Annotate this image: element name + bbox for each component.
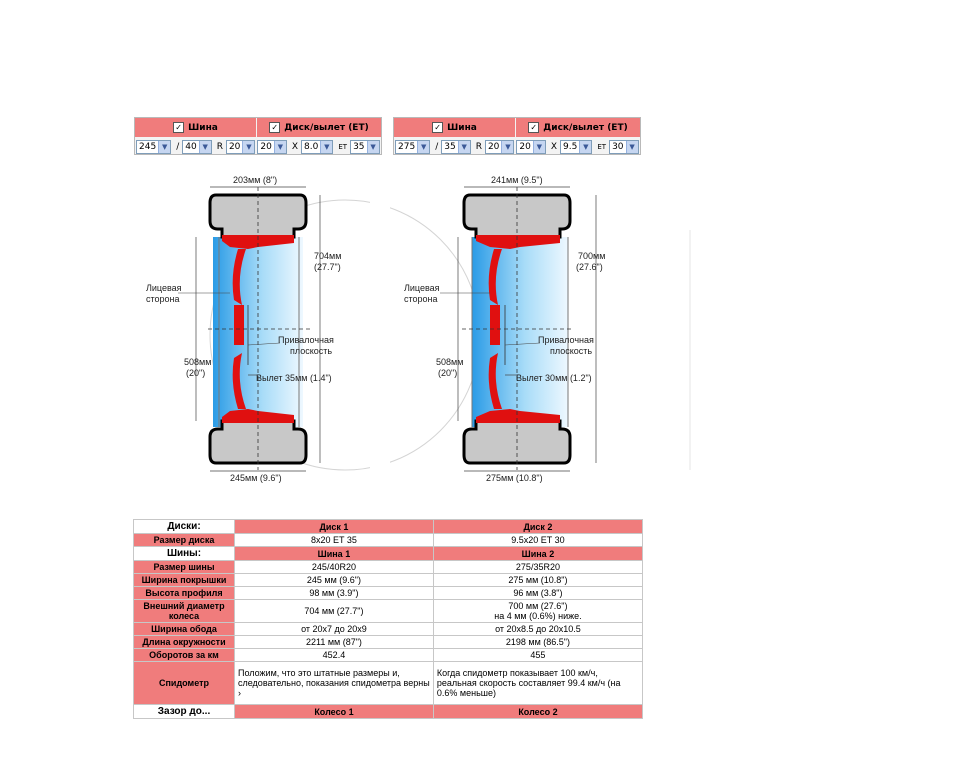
row-label: Размер диска (134, 534, 235, 547)
row-label: Оборотов за км (134, 649, 235, 662)
value-1: 704 мм (27.7") (235, 600, 434, 623)
tires-section-header: Шины: (134, 547, 235, 561)
disk-header-label: Диск/вылет (ET) (284, 122, 369, 133)
chevron-down-icon: ▼ (242, 141, 254, 153)
value-2: 275/35R20 (433, 561, 642, 574)
top-dimension: 203мм (8") (233, 175, 278, 185)
tire-diameter-select[interactable]: 20 ▼ (226, 140, 255, 154)
outer-diameter-in: (27.6") (576, 262, 603, 272)
outer-diameter-mm: 704мм (314, 251, 342, 261)
speedometer-value-2: Когда спидометр показывает 100 км/ч, реальная скорость составляет 99.4 км/ч (на 0.6% меньше) (433, 662, 642, 705)
face-side-label: Лицевая (404, 283, 440, 293)
value-2: 96 мм (3.8") (433, 587, 642, 600)
et-label: ET (597, 142, 607, 151)
face-side-label: Лицевая (146, 283, 182, 293)
row-label: Ширина покрышки (134, 574, 235, 587)
et-select[interactable]: 30 ▼ (609, 140, 638, 154)
chevron-down-icon: ▼ (274, 141, 286, 153)
disk1-header: Диск 1 (235, 520, 434, 534)
mounting-plane-label-2: плоскость (550, 346, 593, 356)
row-label: Ширина обода (134, 623, 235, 636)
rim-diameter-mm: 508мм (184, 357, 212, 367)
value-2-line-1: 700 мм (27.6") (508, 601, 568, 611)
chevron-down-icon: ▼ (417, 141, 429, 153)
disk-header-label: Диск/вылет (ET) (543, 122, 628, 133)
offset-label: Вылет 30мм (1.2") (516, 373, 592, 383)
gap-header-row (134, 705, 643, 719)
value-2-line-2: на 4 мм (0.6%) ниже. (494, 611, 582, 621)
value-2: 9.5x20 ET 30 (433, 534, 642, 547)
bottom-dimension: 275мм (10.8") (486, 473, 543, 483)
chevron-down-icon: ▼ (199, 141, 211, 153)
chevron-down-icon: ▼ (626, 141, 638, 153)
r-separator: R (475, 141, 482, 152)
disk2-header: Диск 2 (433, 520, 642, 534)
x-separator: X (550, 141, 558, 152)
disks-header-row (134, 520, 643, 534)
disks-section-header: Диски: (134, 520, 235, 534)
bottom-dimension: 245мм (9.6") (230, 473, 282, 483)
table-row (134, 600, 643, 623)
value-2: 275 мм (10.8") (433, 574, 642, 587)
disk-header (516, 118, 640, 137)
rim-width-select[interactable]: 9.5 ▼ (560, 140, 592, 154)
comparison-table (133, 519, 643, 719)
wheel1-header: Колесо 1 (235, 705, 434, 719)
table-row (134, 649, 643, 662)
params-row (136, 138, 380, 155)
wheel1-drawing (146, 175, 341, 483)
disk-diameter-select[interactable]: 20 ▼ (516, 140, 545, 154)
top-dimension: 241мм (9.5") (491, 175, 543, 185)
rim-width-select[interactable]: 8.0 ▼ (301, 140, 333, 154)
wheel2-params-panel (393, 117, 641, 155)
disk-diameter-select[interactable]: 20 ▼ (257, 140, 286, 154)
chevron-down-icon: ▼ (579, 141, 591, 153)
value-1: 245/40R20 (235, 561, 434, 574)
et-select[interactable]: 35 ▼ (350, 140, 379, 154)
chevron-down-icon: ▼ (367, 141, 379, 153)
disk-header (257, 118, 381, 137)
chevron-down-icon: ▼ (533, 141, 545, 153)
outer-diameter-in: (27.7") (314, 262, 341, 272)
tire-profile-select[interactable]: 35 ▼ (441, 140, 470, 154)
tire-checkbox[interactable]: ✓ (432, 122, 443, 133)
chevron-down-icon: ▼ (320, 141, 332, 153)
wheel2-header: Колесо 2 (433, 705, 642, 719)
gap-section-header: Зазор до... (134, 705, 235, 719)
slash-separator: / (176, 141, 180, 152)
params-row (395, 138, 639, 155)
rim-diameter-mm: 508мм (436, 357, 464, 367)
row-label: Внешний диаметр колеса (134, 600, 235, 623)
value-2 (433, 600, 642, 623)
slash-separator: / (435, 141, 439, 152)
outer-diameter-mm: 700мм (578, 251, 606, 261)
value-1: 245 мм (9.6") (235, 574, 434, 587)
table-row (134, 636, 643, 649)
row-label: Размер шины (134, 561, 235, 574)
r-separator: R (216, 141, 223, 152)
value-1: 2211 мм (87") (235, 636, 434, 649)
table-row (134, 534, 643, 547)
tire-checkbox[interactable]: ✓ (173, 122, 184, 133)
tire-header (135, 118, 256, 137)
speedometer-value-1: Положим, что это штатные размеры и, следовательно, показания спидометра верны › (235, 662, 434, 705)
disk-checkbox[interactable]: ✓ (528, 122, 539, 133)
tire-header-label: Шина (447, 122, 477, 133)
speedometer-row (134, 662, 643, 705)
disk-checkbox[interactable]: ✓ (269, 122, 280, 133)
value-1: 8x20 ET 35 (235, 534, 434, 547)
table-row (134, 587, 643, 600)
face-side-label-2: сторона (146, 294, 180, 304)
mounting-plane-label: Привалочная (538, 335, 594, 345)
tire-width-select[interactable]: 275 ▼ (395, 140, 430, 154)
et-label: ET (338, 142, 348, 151)
tires-header-row (134, 547, 643, 561)
mounting-plane-label: Привалочная (278, 335, 334, 345)
rim-diameter-in: (20") (186, 368, 206, 378)
value-1: 98 мм (3.9") (235, 587, 434, 600)
chevron-down-icon: ▼ (501, 141, 513, 153)
table-row (134, 574, 643, 587)
tire-header-label: Шина (188, 122, 218, 133)
tire-profile-select[interactable]: 40 ▼ (182, 140, 211, 154)
table-row (134, 561, 643, 574)
chevron-down-icon: ▼ (458, 141, 470, 153)
mounting-plane-label-2: плоскость (290, 346, 333, 356)
row-label: Длина окружности (134, 636, 235, 649)
tire-header (394, 118, 515, 137)
tire1-header: Шина 1 (235, 547, 434, 561)
rim-diameter-in: (20") (438, 368, 458, 378)
value-1: 452.4 (235, 649, 434, 662)
row-label: Спидометр (134, 662, 235, 705)
x-separator: X (291, 141, 299, 152)
table-row (134, 623, 643, 636)
value-2: от 20x8.5 до 20x10.5 (433, 623, 642, 636)
value-2: 455 (433, 649, 642, 662)
value-1: от 20x7 до 20x9 (235, 623, 434, 636)
tire-diameter-select[interactable]: 20 ▼ (485, 140, 514, 154)
face-side-label-2: сторона (404, 294, 438, 304)
wheel1-params-panel (134, 117, 382, 155)
wheel-comparison-diagram (130, 165, 720, 505)
tire-width-select[interactable]: 245 ▼ (136, 140, 171, 154)
chevron-down-icon: ▼ (158, 141, 170, 153)
offset-label: Вылет 35мм (1.4") (256, 373, 332, 383)
row-label: Высота профиля (134, 587, 235, 600)
tire2-header: Шина 2 (433, 547, 642, 561)
value-2: 2198 мм (86.5") (433, 636, 642, 649)
